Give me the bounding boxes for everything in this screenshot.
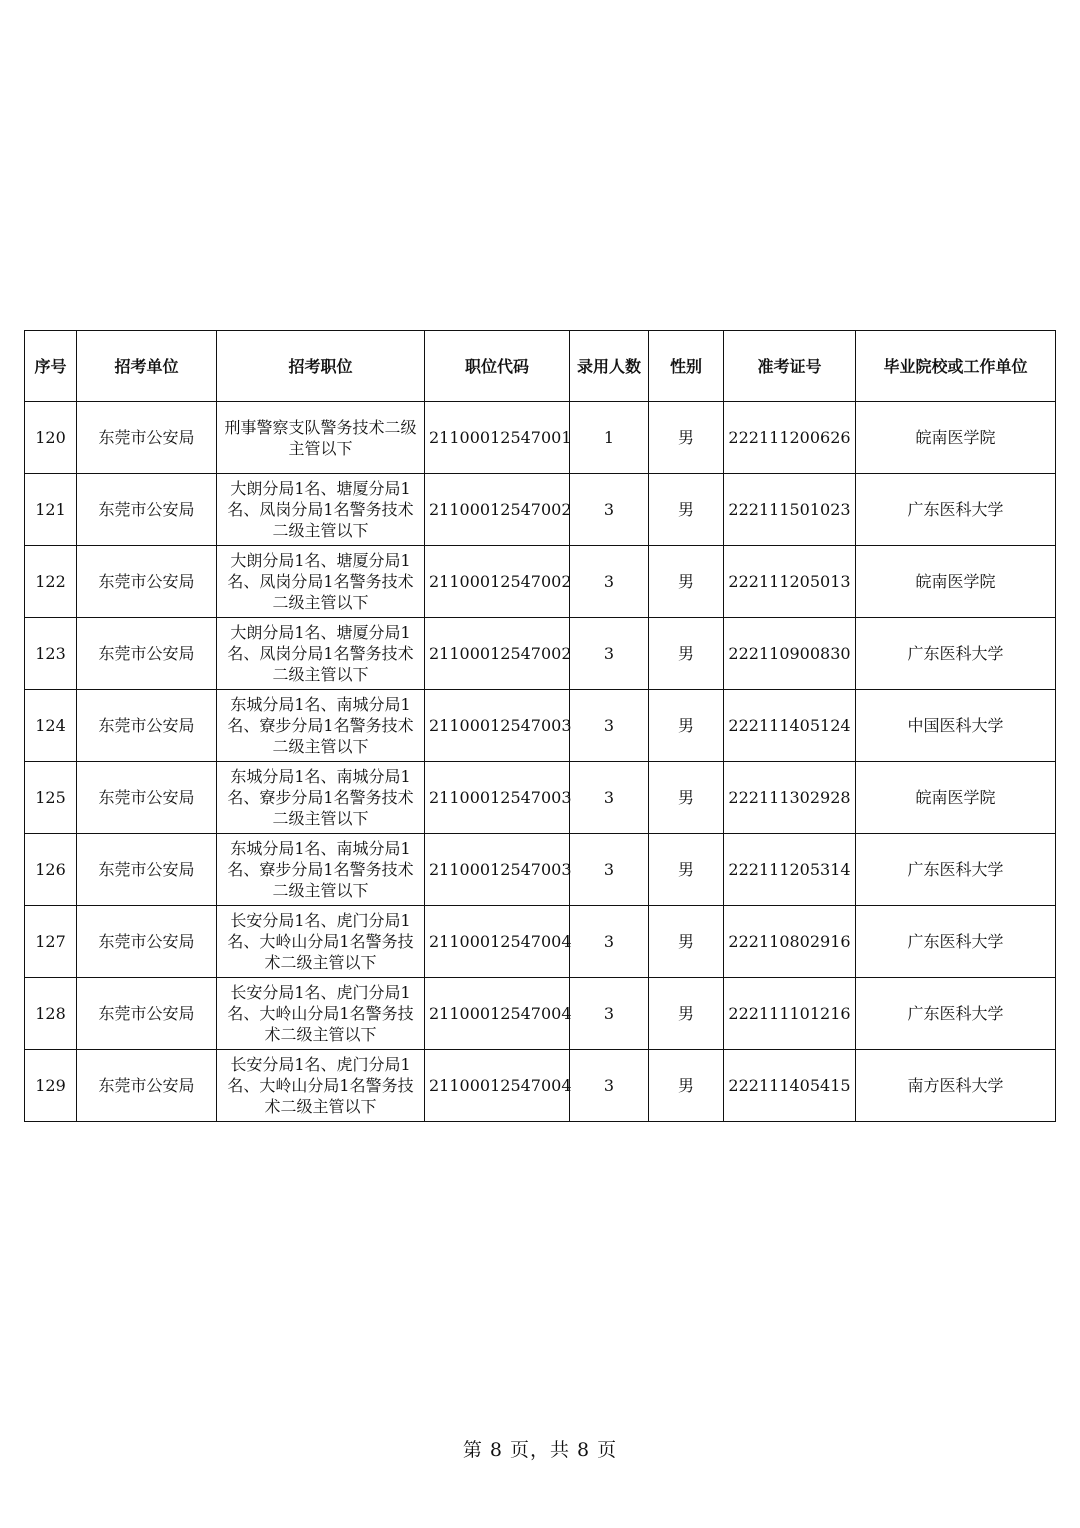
cell-seq: 123 <box>25 618 77 690</box>
cell-unit: 东莞市公安局 <box>77 906 217 978</box>
cell-gender: 男 <box>649 906 724 978</box>
cell-exam-id: 222110900830 <box>724 618 856 690</box>
cell-gender: 男 <box>649 618 724 690</box>
cell-code: 21100012547003 <box>425 834 570 906</box>
cell-exam-id: 222111205314 <box>724 834 856 906</box>
cell-unit: 东莞市公安局 <box>77 546 217 618</box>
cell-unit: 东莞市公安局 <box>77 474 217 546</box>
cell-exam-id: 222111405124 <box>724 690 856 762</box>
cell-gender: 男 <box>649 402 724 474</box>
table-row <box>25 762 1056 834</box>
header-gender: 性别 <box>649 331 724 402</box>
cell-count: 3 <box>570 1050 649 1122</box>
cell-position: 长安分局1名、虎门分局1名、大岭山分局1名警务技术二级主管以下 <box>217 906 425 978</box>
cell-seq: 120 <box>25 402 77 474</box>
table-row <box>25 1050 1056 1122</box>
results-table <box>24 330 1056 1122</box>
table-row <box>25 618 1056 690</box>
cell-position: 东城分局1名、南城分局1名、寮步分局1名警务技术二级主管以下 <box>217 690 425 762</box>
cell-exam-id: 222111205013 <box>724 546 856 618</box>
cell-code: 21100012547004 <box>425 906 570 978</box>
cell-school: 广东医科大学 <box>856 834 1056 906</box>
cell-school: 南方医科大学 <box>856 1050 1056 1122</box>
cell-school: 皖南医学院 <box>856 762 1056 834</box>
cell-count: 3 <box>570 546 649 618</box>
cell-gender: 男 <box>649 762 724 834</box>
header-seq: 序号 <box>25 331 77 402</box>
cell-gender: 男 <box>649 834 724 906</box>
cell-gender: 男 <box>649 1050 724 1122</box>
cell-seq: 127 <box>25 906 77 978</box>
table-row <box>25 906 1056 978</box>
header-exam-id: 准考证号 <box>724 331 856 402</box>
table-row <box>25 690 1056 762</box>
cell-unit: 东莞市公安局 <box>77 762 217 834</box>
header-position: 招考职位 <box>217 331 425 402</box>
cell-exam-id: 222111405415 <box>724 1050 856 1122</box>
cell-gender: 男 <box>649 978 724 1050</box>
header-school: 毕业院校或工作单位 <box>856 331 1056 402</box>
table-row <box>25 978 1056 1050</box>
cell-count: 3 <box>570 978 649 1050</box>
table-row <box>25 546 1056 618</box>
cell-seq: 126 <box>25 834 77 906</box>
cell-unit: 东莞市公安局 <box>77 978 217 1050</box>
table-row <box>25 402 1056 474</box>
cell-count: 3 <box>570 906 649 978</box>
cell-count: 3 <box>570 474 649 546</box>
cell-position: 东城分局1名、南城分局1名、寮步分局1名警务技术二级主管以下 <box>217 762 425 834</box>
cell-unit: 东莞市公安局 <box>77 402 217 474</box>
table-row <box>25 474 1056 546</box>
cell-code: 21100012547004 <box>425 1050 570 1122</box>
cell-school: 中国医科大学 <box>856 690 1056 762</box>
table-body <box>25 402 1056 1122</box>
cell-seq: 125 <box>25 762 77 834</box>
cell-exam-id: 222111302928 <box>724 762 856 834</box>
cell-seq: 124 <box>25 690 77 762</box>
cell-unit: 东莞市公安局 <box>77 618 217 690</box>
cell-school: 广东医科大学 <box>856 978 1056 1050</box>
cell-count: 3 <box>570 618 649 690</box>
cell-school: 皖南医学院 <box>856 546 1056 618</box>
cell-position: 长安分局1名、虎门分局1名、大岭山分局1名警务技术二级主管以下 <box>217 1050 425 1122</box>
cell-code: 21100012547002 <box>425 618 570 690</box>
cell-seq: 121 <box>25 474 77 546</box>
cell-count: 3 <box>570 690 649 762</box>
cell-position: 大朗分局1名、塘厦分局1名、凤岗分局1名警务技术二级主管以下 <box>217 474 425 546</box>
cell-position: 长安分局1名、虎门分局1名、大岭山分局1名警务技术二级主管以下 <box>217 978 425 1050</box>
cell-count: 1 <box>570 402 649 474</box>
cell-seq: 122 <box>25 546 77 618</box>
cell-exam-id: 222111200626 <box>724 402 856 474</box>
cell-code: 21100012547002 <box>425 546 570 618</box>
cell-position: 大朗分局1名、塘厦分局1名、凤岗分局1名警务技术二级主管以下 <box>217 546 425 618</box>
cell-school: 广东医科大学 <box>856 618 1056 690</box>
table-row <box>25 834 1056 906</box>
cell-code: 21100012547001 <box>425 402 570 474</box>
cell-seq: 128 <box>25 978 77 1050</box>
cell-unit: 东莞市公安局 <box>77 1050 217 1122</box>
cell-school: 皖南医学院 <box>856 402 1056 474</box>
cell-position: 刑事警察支队警务技术二级主管以下 <box>217 402 425 474</box>
cell-code: 21100012547003 <box>425 762 570 834</box>
cell-unit: 东莞市公安局 <box>77 690 217 762</box>
cell-school: 广东医科大学 <box>856 906 1056 978</box>
cell-unit: 东莞市公安局 <box>77 834 217 906</box>
cell-code: 21100012547004 <box>425 978 570 1050</box>
cell-count: 3 <box>570 834 649 906</box>
header-count: 录用人数 <box>570 331 649 402</box>
page-number: 第 8 页，共 8 页 <box>462 1439 618 1461</box>
header-code: 职位代码 <box>425 331 570 402</box>
cell-exam-id: 222111501023 <box>724 474 856 546</box>
cell-seq: 129 <box>25 1050 77 1122</box>
cell-gender: 男 <box>649 546 724 618</box>
cell-position: 大朗分局1名、塘厦分局1名、凤岗分局1名警务技术二级主管以下 <box>217 618 425 690</box>
cell-count: 3 <box>570 762 649 834</box>
cell-gender: 男 <box>649 474 724 546</box>
cell-code: 21100012547003 <box>425 690 570 762</box>
cell-school: 广东医科大学 <box>856 474 1056 546</box>
header-unit: 招考单位 <box>77 331 217 402</box>
table-header-row <box>25 331 1056 402</box>
cell-exam-id: 222110802916 <box>724 906 856 978</box>
cell-position: 东城分局1名、南城分局1名、寮步分局1名警务技术二级主管以下 <box>217 834 425 906</box>
cell-gender: 男 <box>649 690 724 762</box>
cell-code: 21100012547002 <box>425 474 570 546</box>
cell-exam-id: 222111101216 <box>724 978 856 1050</box>
